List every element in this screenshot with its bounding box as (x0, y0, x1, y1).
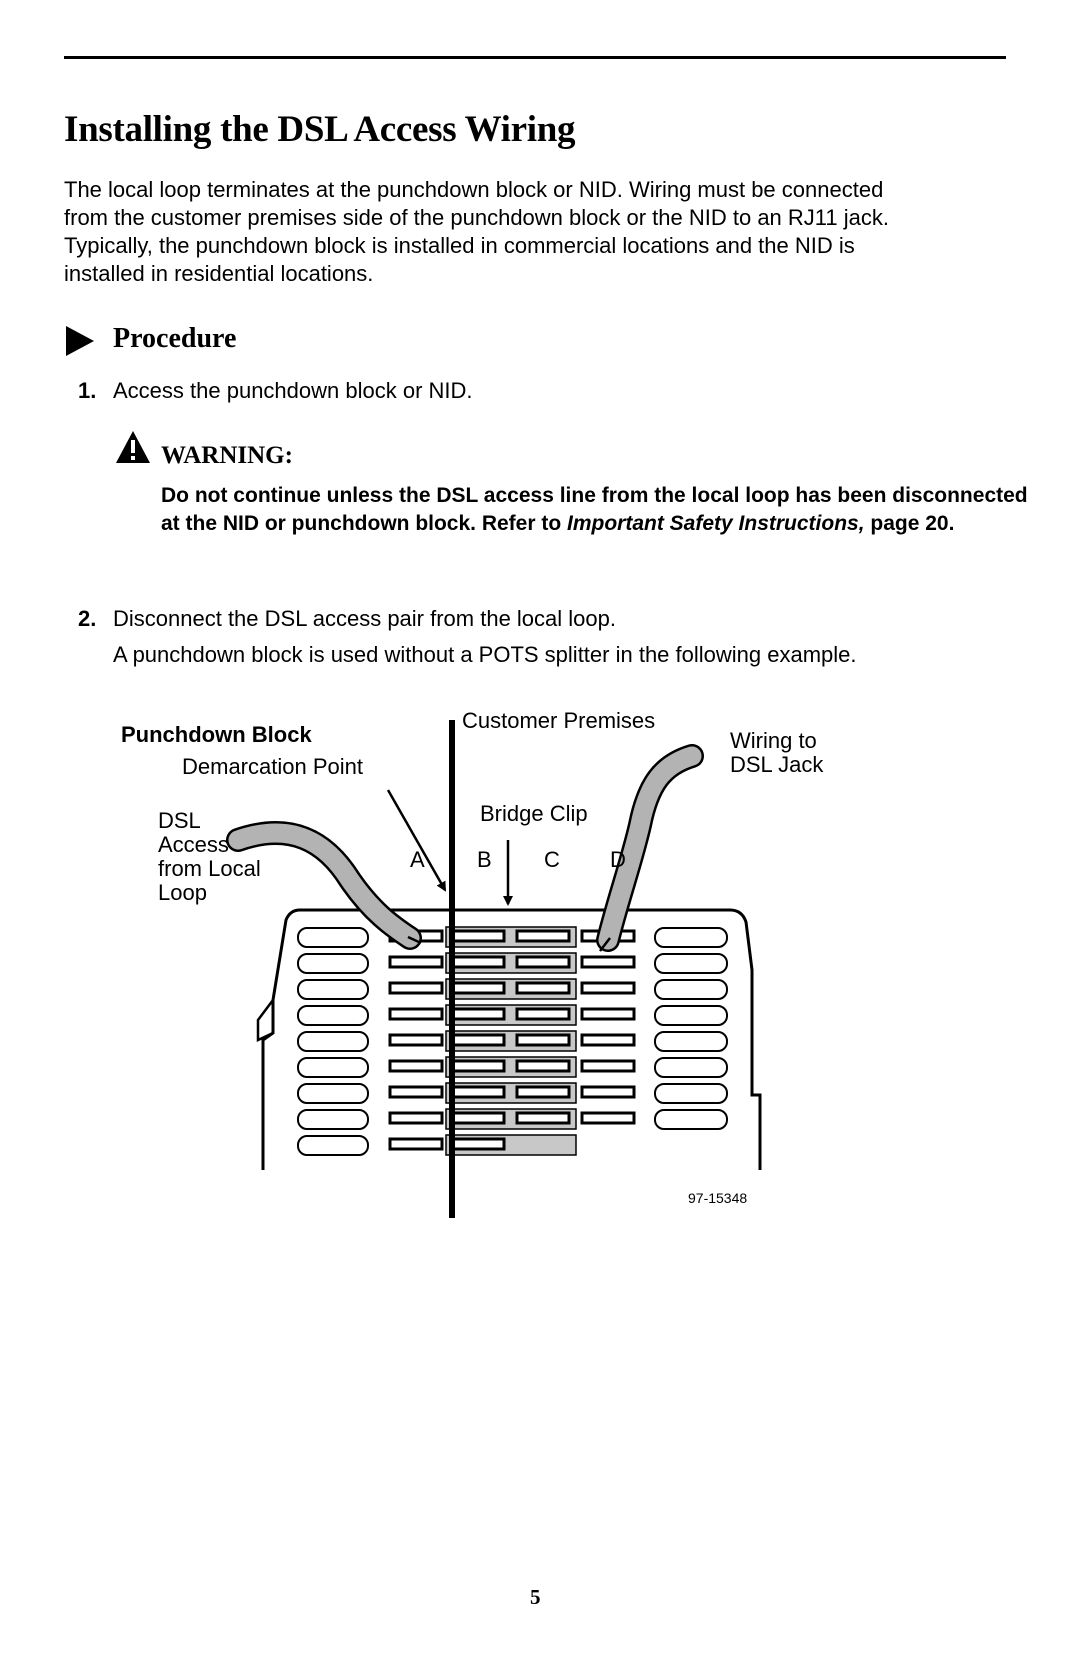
procedure-arrow-icon (66, 326, 94, 356)
header-rule (64, 56, 1006, 59)
column-a-label: A (410, 847, 425, 872)
page-number: 5 (530, 1585, 541, 1609)
warning-text-main: Do not continue unless the DSL access line from the local loop has been disconnected at the NID or punchdown block. Refer to (161, 484, 1028, 535)
column-c-label: C (544, 847, 560, 872)
warning-triangle-icon (115, 430, 151, 464)
intro-paragraph: The local loop terminates at the punchdown block or NID. Wiring must be connected from the customer premises side of the punchdown block or the NID to an RJ11 jack. Typically, the punchdown block is installed in commercial locations and the NID is installed in residential locations. (64, 177, 889, 286)
customer-premises-label: Customer Premises (462, 708, 656, 733)
warning-title: WARNING: (161, 442, 293, 469)
step-2-number: 2. (78, 606, 97, 631)
block-side-tab (258, 1000, 273, 1040)
warning-text-page: page 20. (864, 512, 955, 535)
dsl-access-label-1: DSL (158, 808, 201, 833)
wiring-to-label: Wiring to (730, 728, 817, 753)
right-slots (655, 928, 727, 1129)
step-2-text: Disconnect the DSL access pair from the local loop. (113, 606, 616, 631)
dsl-access-label-2: Access (158, 832, 229, 857)
dsl-access-label-3: from Local (158, 856, 261, 881)
bridge-clip-label: Bridge Clip (480, 801, 588, 826)
column-b-label: B (477, 847, 492, 872)
warning-text (161, 482, 1041, 538)
warning-document-reference: Important Safety Instructions, (567, 512, 865, 535)
step-1-number: 1. (78, 378, 97, 403)
page-title: Installing the DSL Access Wiring (64, 109, 576, 150)
dsl-jack-label: DSL Jack (730, 752, 824, 777)
dsl-access-cable (238, 833, 410, 938)
left-slots (298, 928, 368, 1155)
step-1-text: Access the punchdown block or NID. (113, 378, 473, 403)
demarcation-pointer-arrow (388, 790, 445, 890)
dsl-access-label-4: Loop (158, 880, 207, 905)
procedure-heading: Procedure (113, 323, 237, 354)
demarcation-point-label: Demarcation Point (182, 754, 363, 779)
figure-title: Punchdown Block (121, 722, 312, 747)
figure-id-label: 97-15348 (688, 1190, 748, 1206)
column-d-label: D (610, 847, 626, 872)
step-2-note: A punchdown block is used without a POTS splitter in the following example. (113, 642, 857, 667)
